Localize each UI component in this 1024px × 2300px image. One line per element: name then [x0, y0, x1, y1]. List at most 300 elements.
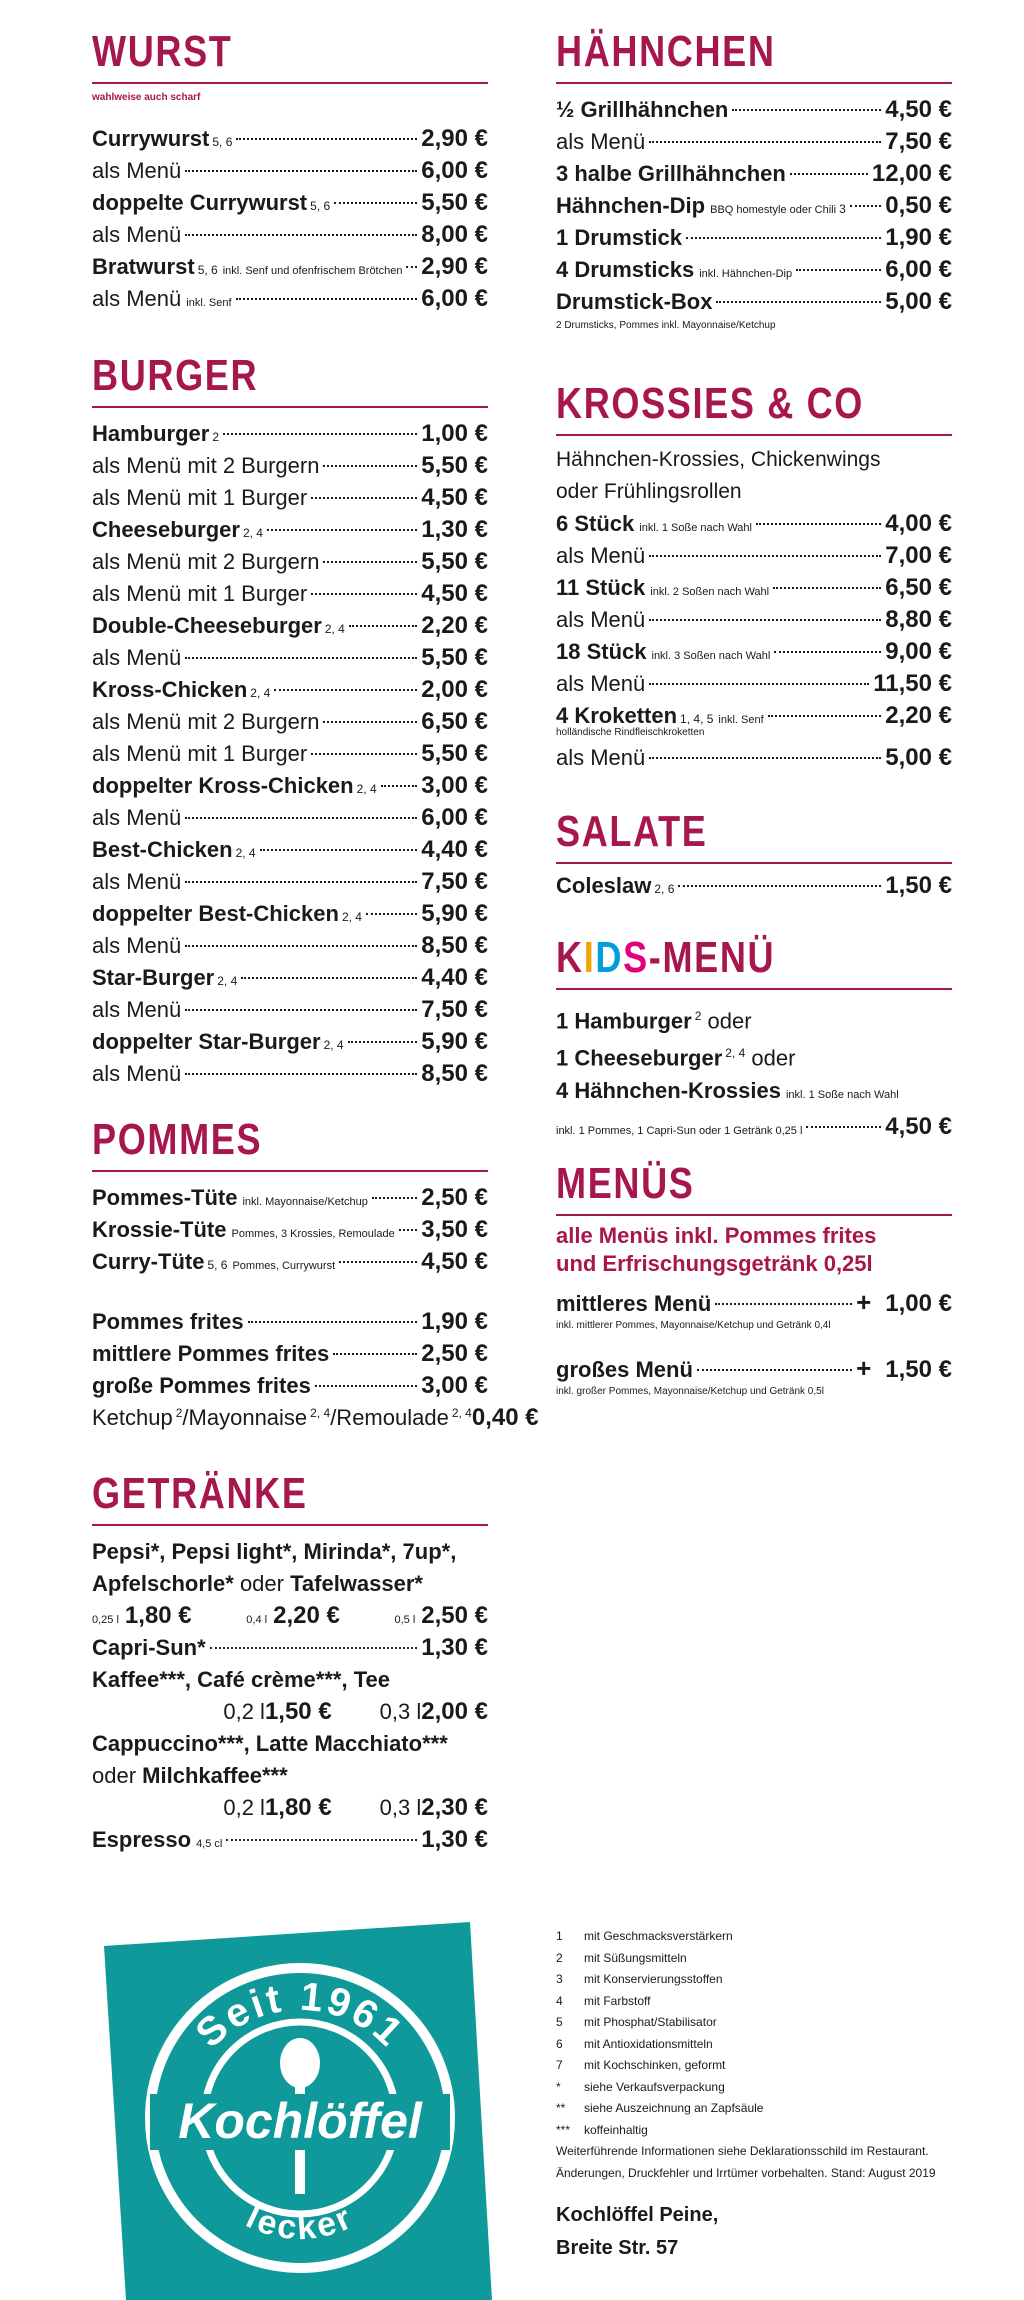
- legend-row: [556, 2077, 976, 2099]
- price: 2,30 €: [421, 1794, 488, 1821]
- item-name: 1 Hamburger: [556, 1008, 692, 1034]
- sauce-mayonnaise: /Mayonnaise: [182, 1405, 308, 1430]
- price: 2,90 €: [421, 125, 488, 152]
- price: 1,00 €: [885, 1290, 952, 1317]
- leader-dots: [311, 497, 417, 499]
- item-name: doppelter Kross-Chicken: [92, 773, 354, 798]
- price: 4,50 €: [421, 580, 488, 607]
- item-name: als Menü: [92, 158, 182, 183]
- leader-dots: [260, 849, 418, 851]
- leader-dots: [267, 529, 417, 531]
- menu-item-row: Kross-Chicken 2, 4 2,00 €: [92, 674, 488, 706]
- section-rule: [92, 1170, 488, 1172]
- legend-row: [556, 2098, 976, 2120]
- item-name: großes Menü: [556, 1357, 693, 1382]
- menu-item-row: [556, 94, 952, 126]
- price: 1,50 €: [885, 1356, 952, 1383]
- section-kids: [556, 934, 952, 1143]
- price: 1,30 €: [421, 516, 488, 543]
- legend-row: [556, 1948, 976, 1970]
- menu-item-row: Hamburger 2 1,00 €: [92, 418, 488, 450]
- section-krossies: [556, 380, 952, 774]
- menu-item-row: Curry-Tüte 5, 6 Pommes, Currywurst 4,50 €: [92, 1246, 488, 1278]
- size-prices: [92, 1792, 488, 1824]
- item-name: 3 halbe Grillhähnchen: [556, 161, 786, 186]
- leader-dots: [323, 465, 417, 467]
- leader-dots: [223, 433, 417, 435]
- milchkaffee-line: [92, 1760, 488, 1792]
- item-name: als Menü: [92, 1061, 182, 1086]
- price: 2,20 €: [885, 702, 952, 729]
- size-price: [223, 1792, 331, 1824]
- krossies-intro: Hähnchen-Krossies, Chickenwings: [556, 448, 881, 471]
- price: 2,00 €: [421, 1698, 488, 1725]
- menu-item-row: [92, 1058, 488, 1090]
- section-rule: [92, 406, 488, 408]
- item-name: als Menü: [556, 129, 646, 154]
- item-name: ½ Grillhähnchen: [556, 97, 729, 122]
- coleslaw-row: Coleslaw 2, 6 1,50 €: [556, 870, 952, 902]
- price: 4,50 €: [885, 96, 952, 123]
- item-note: inkl. 1 Pommes, 1 Capri-Sun oder 1 Getränk 0,25 l: [556, 1124, 803, 1137]
- menues-body: [556, 1222, 952, 1398]
- legend-key: 1: [556, 1929, 563, 1943]
- restaurant-address: [556, 2199, 718, 2265]
- legend-key: 2: [556, 1950, 563, 1965]
- price: 1,80 €: [264, 1794, 332, 1821]
- section-title: MENÜS: [556, 1159, 695, 1208]
- leader-dots: [339, 1261, 417, 1263]
- item-name: Pommes-Tüte: [92, 1185, 238, 1210]
- leader-dots: [399, 1229, 418, 1231]
- kroketten-row: 4 Kroketten 1, 4, 5 inkl. Senf 2,20 €: [556, 700, 952, 732]
- price: 12,00 €: [871, 160, 952, 187]
- menu-item-row: Best-Chicken 2, 4 4,40 €: [92, 834, 488, 866]
- menu-item-row: [92, 930, 488, 962]
- legend-text: mit Geschmacksverstärkern: [584, 1929, 733, 1943]
- logo-seal: [150, 1968, 450, 2268]
- leader-dots: [366, 913, 417, 915]
- item-note: 4,5 cl: [196, 1838, 223, 1850]
- price: 1,30 €: [421, 1826, 488, 1853]
- item-name: mittleres Menü: [556, 1291, 712, 1316]
- kids-body: [556, 1000, 952, 1143]
- legend-text: mit Süßungsmitteln: [584, 1950, 687, 1965]
- leader-dots: [226, 1839, 417, 1841]
- leader-dots: [236, 298, 418, 300]
- item-note: inkl. mittlerer Pommes, Mayonnaise/Ketchup und Getränk 0,4l: [556, 1320, 831, 1331]
- menues-list: [556, 1286, 952, 1398]
- menu-item-row: [92, 546, 488, 578]
- leader-dots: [315, 1385, 417, 1387]
- leader-dots: [756, 523, 881, 525]
- milchkaffee: Milchkaffee***: [142, 1763, 288, 1788]
- section-haehnchen: [556, 28, 952, 335]
- price: 4,00 €: [885, 510, 952, 537]
- kids-letter: D: [595, 933, 624, 982]
- item-name: als Menü mit 2 Burgern: [92, 453, 320, 478]
- leader-dots: [850, 205, 882, 207]
- legend-key: *: [556, 2079, 561, 2094]
- price: 8,80 €: [885, 606, 952, 633]
- leader-dots: [649, 683, 869, 685]
- menu-item-row: doppelte Currywurst 5, 6 5,50 €: [92, 187, 488, 219]
- drumstick-box-note: 2 Drumsticks, Pommes inkl. Mayonnaise/Ketchup: [556, 320, 776, 331]
- soft-drinks-line-2: [92, 1568, 488, 1600]
- menu-item-row: [92, 1370, 488, 1402]
- menu-item-row: doppelter Kross-Chicken 2, 4 3,00 €: [92, 770, 488, 802]
- legend-key: ***: [556, 2122, 571, 2137]
- sup: 2, 4: [725, 1046, 746, 1061]
- price: 5,50 €: [421, 644, 488, 671]
- menu-item-row: Cheeseburger 2, 4 1,30 €: [92, 514, 488, 546]
- price: 2,20 €: [273, 1602, 340, 1629]
- legend-row: [556, 1991, 976, 2013]
- item-note: inkl. 3 Soßen nach Wahl: [651, 650, 771, 662]
- section-title: KROSSIES & CO: [556, 379, 865, 428]
- item-name: als Menü: [92, 222, 182, 247]
- apfelschorle: Apfelschorle*: [92, 1571, 234, 1596]
- price: 8,50 €: [421, 932, 488, 959]
- kids-letter: I: [583, 933, 596, 982]
- price: 1,80 €: [124, 1602, 192, 1629]
- leader-dots: [185, 657, 417, 659]
- section-rule: [556, 82, 952, 84]
- leader-dots: [406, 266, 417, 268]
- size-price: [380, 1696, 488, 1728]
- leader-dots: [274, 689, 417, 691]
- capri-row: [92, 1632, 488, 1664]
- menu-item-row: doppelter Star-Burger 2, 4 5,90 €: [92, 1026, 488, 1058]
- item-note: inkl. 1 Soße nach Wahl: [785, 1088, 899, 1101]
- leader-dots: [348, 1041, 418, 1043]
- leader-dots: [806, 1126, 881, 1128]
- kids-line: [556, 1037, 952, 1074]
- legend-row: [556, 1969, 976, 1991]
- volume: 0,4 l: [246, 1614, 268, 1626]
- section-pommes: [92, 1115, 539, 1434]
- price: 2,00 €: [421, 676, 488, 703]
- size-prices: [92, 1600, 488, 1632]
- menu-item-row: [556, 604, 952, 636]
- leader-dots: [185, 1073, 417, 1075]
- section-getraenke: [92, 1470, 488, 1856]
- leader-dots: [678, 885, 881, 887]
- menues-info: alle Menüs inkl. Pommes frites: [556, 1223, 877, 1248]
- item-name: als Menü: [92, 933, 182, 958]
- leader-dots: [311, 753, 417, 755]
- item-name: als Menü mit 1 Burger: [92, 581, 308, 606]
- section-rule: [556, 862, 952, 864]
- krossies-list: [556, 508, 952, 700]
- price: 2,20 €: [421, 612, 488, 639]
- section-title: GETRÄNKE: [92, 1469, 308, 1518]
- leader-dots: [334, 202, 417, 204]
- size-prices: [92, 1696, 488, 1728]
- section-title: WURST: [92, 27, 233, 76]
- item-name: Espresso: [92, 1827, 192, 1852]
- menu-item-row: [556, 636, 952, 668]
- kaffee-line: Kaffee***, Café crème***, Tee: [92, 1667, 390, 1692]
- price: 0,40 €: [471, 1404, 539, 1431]
- menu-item-row: [92, 219, 488, 251]
- size-price: [92, 1600, 192, 1636]
- leader-dots: [768, 715, 882, 717]
- krossies-intro: oder Frühlingsrollen: [556, 480, 742, 503]
- menu-item-row: [92, 642, 488, 674]
- leader-dots: [185, 881, 417, 883]
- item-name: als Menü: [92, 286, 182, 311]
- price: 1,50 €: [264, 1698, 332, 1725]
- item-name: als Menü: [92, 805, 182, 830]
- kochloeffel-logo: [104, 1922, 492, 2300]
- sup: 2, 4: [451, 1405, 472, 1420]
- legend-key: 3: [556, 1972, 563, 1986]
- wurst-list: [92, 123, 488, 315]
- krossies-body: [556, 444, 952, 774]
- price: 7,50 €: [885, 128, 952, 155]
- menu-item-row: Hähnchen-Dip BBQ homestyle oder Chili 3 0,50 €: [556, 190, 952, 222]
- address-line: Breite Str. 57: [556, 2237, 679, 2259]
- legend-text: mit Konservierungsstoffen: [584, 1972, 723, 1986]
- price: 4,40 €: [421, 836, 488, 863]
- volume: 0,2 l: [223, 1699, 265, 1724]
- item-name: Best-Chicken: [92, 837, 233, 862]
- kids-letter: K: [556, 933, 584, 982]
- item-name: Double-Cheeseburger: [92, 613, 322, 638]
- volume: 0,3 l: [379, 1699, 422, 1724]
- section-title: POMMES: [92, 1115, 263, 1164]
- legend-text: mit Antioxidationsmitteln: [584, 2036, 713, 2051]
- item-name: als Menü: [556, 607, 646, 632]
- price: 3,50 €: [421, 1216, 488, 1243]
- item-note: inkl. Senf: [718, 714, 764, 726]
- price: 0,50 €: [885, 192, 952, 219]
- sauce-remoulade: /Remoulade: [330, 1405, 449, 1430]
- legend-text: mit Farbstoff: [584, 1993, 651, 2008]
- menu-item-row: [556, 126, 952, 158]
- price: 8,50 €: [421, 1060, 488, 1087]
- item-name: als Menü: [92, 869, 182, 894]
- leader-dots: [210, 1647, 418, 1649]
- menu-item-row: Star-Burger 2, 4 4,40 €: [92, 962, 488, 994]
- sup: 2: [175, 1405, 183, 1420]
- leader-dots: [716, 301, 881, 303]
- logo-brand-text: Kochlöffel: [178, 2093, 422, 2149]
- item-name: doppelter Star-Burger: [92, 1029, 321, 1054]
- kroketten-menu-row: [556, 742, 952, 774]
- item-name: als Menü mit 2 Burgern: [92, 549, 320, 574]
- item-note: Pommes, Currywurst: [232, 1260, 336, 1272]
- menu-item-row: [556, 222, 952, 254]
- kids-letter: S: [623, 933, 649, 982]
- oder: oder: [92, 1763, 143, 1788]
- price: 7,50 €: [421, 996, 488, 1023]
- leader-dots: [732, 109, 881, 111]
- price: 5,90 €: [421, 900, 488, 927]
- menu-item-row: [92, 482, 488, 514]
- item-note: inkl. Senf und ofenfrischem Brötchen: [222, 265, 403, 277]
- oder: oder: [745, 1045, 796, 1071]
- price: 5,00 €: [885, 288, 952, 315]
- menu-item-row: doppelter Best-Chicken 2, 4 5,90 €: [92, 898, 488, 930]
- leader-dots: [185, 170, 417, 172]
- espresso-row: [92, 1824, 488, 1856]
- section-rule: [92, 82, 488, 84]
- leader-dots: [381, 785, 418, 787]
- menu-item-row: [556, 508, 952, 540]
- section-menues: [556, 1160, 952, 1418]
- section-rule: [556, 988, 952, 990]
- leader-dots: [236, 138, 417, 140]
- leader-dots: [649, 141, 881, 143]
- section-subtitle: wahlweise auch scharf: [92, 92, 201, 103]
- legend-text: mit Phosphat/Stabilisator: [584, 2015, 717, 2029]
- price: 1,00 €: [421, 420, 488, 447]
- sauce-ketchup: Ketchup: [92, 1405, 173, 1430]
- item-name: als Menü: [92, 645, 182, 670]
- leader-dots: [349, 625, 417, 627]
- legend-key: 5: [556, 2015, 563, 2029]
- menu-item-row: [92, 578, 488, 610]
- menu-item-row: [92, 450, 488, 482]
- leader-dots: [311, 593, 417, 595]
- legend-footnote: Weiterführende Informationen siehe Deklarationsschild im Restaurant.: [556, 2144, 929, 2158]
- leader-dots: [185, 945, 417, 947]
- price: 5,50 €: [421, 548, 488, 575]
- leader-dots: [686, 237, 881, 239]
- legend-text: siehe Auszeichnung an Zapfsäule: [584, 2101, 764, 2115]
- item-name: als Menü: [556, 745, 646, 770]
- menu-item-row: [556, 1352, 952, 1384]
- price: 6,00 €: [421, 285, 488, 312]
- section-title: BURGER: [92, 351, 259, 400]
- oder: oder: [701, 1008, 752, 1034]
- price: 5,90 €: [421, 1028, 488, 1055]
- menu-item-row: [556, 540, 952, 572]
- legend-text: koffeinhaltig: [584, 2122, 648, 2137]
- size-price: [394, 1600, 488, 1636]
- cappuccino-line: Cappuccino***, Latte Macchiato***: [92, 1731, 448, 1756]
- leader-dots: [774, 651, 881, 653]
- item-name: mittlere Pommes frites: [92, 1341, 330, 1366]
- menu-item-row: [92, 283, 488, 315]
- menu-item-row: [556, 286, 952, 318]
- item-name: als Menü mit 1 Burger: [92, 485, 308, 510]
- menu-item-row: [556, 572, 952, 604]
- leader-dots: [773, 587, 881, 589]
- price: 5,50 €: [421, 452, 488, 479]
- price: 3,00 €: [421, 772, 488, 799]
- kids-line: [556, 1000, 952, 1037]
- menues-info: und Erfrischungsgetränk 0,25l: [556, 1251, 873, 1276]
- price: 1,30 €: [421, 1634, 488, 1661]
- item-name: Pommes frites: [92, 1309, 244, 1334]
- menu-item-row: [556, 668, 952, 700]
- item-name: doppelter Best-Chicken: [92, 901, 339, 926]
- pommes-list: [92, 1182, 488, 1278]
- item-name: Hamburger: [92, 421, 210, 446]
- item-note: Pommes, 3 Krossies, Remoulade: [231, 1228, 395, 1240]
- menu-item-row: [92, 706, 488, 738]
- leader-dots: [323, 721, 417, 723]
- legend-footnote: Änderungen, Druckfehler und Irrtümer vorbehalten. Stand: August 2019: [556, 2165, 936, 2180]
- section-title: SALATE: [556, 807, 708, 856]
- price: 6,50 €: [885, 574, 952, 601]
- menu-item-row: [92, 1214, 488, 1246]
- sup: 2, 4: [310, 1405, 331, 1420]
- logo-bottom-text: lecker: [240, 2197, 360, 2248]
- item-name: 6 Stück: [556, 511, 635, 536]
- price: 6,50 €: [421, 708, 488, 735]
- size-price: [223, 1696, 331, 1728]
- section-rule: [92, 1524, 488, 1526]
- price: 1,90 €: [421, 1308, 488, 1335]
- leader-dots: [248, 1321, 418, 1323]
- leader-dots: [372, 1197, 417, 1199]
- menu-item-row: Bratwurst 5, 6 inkl. Senf und ofenfrischem Brötchen 2,90 €: [92, 251, 488, 283]
- legend-row: [556, 2034, 976, 2056]
- volume: 0,3 l: [379, 1795, 422, 1820]
- item-name: Star-Burger: [92, 965, 215, 990]
- item-name: Cheeseburger: [92, 517, 240, 542]
- kids-price-row: [556, 1111, 952, 1143]
- item-name: als Menü mit 1 Burger: [92, 741, 308, 766]
- leader-dots: [185, 1009, 417, 1011]
- price: 4,50 €: [421, 1248, 488, 1275]
- volume: 0,5 l: [394, 1614, 416, 1626]
- menu-item-row: [92, 1306, 488, 1338]
- legend-row: [556, 2120, 976, 2142]
- price: 7,00 €: [885, 542, 952, 569]
- price: 1,90 €: [885, 224, 952, 251]
- legend-text: siehe Verkaufsverpackung: [584, 2079, 725, 2094]
- haehnchen-list: [556, 94, 952, 318]
- item-note: inkl. Mayonnaise/Ketchup: [242, 1196, 368, 1208]
- leader-dots: [715, 1303, 852, 1305]
- menu-item-row: [92, 1338, 488, 1370]
- item-note: inkl. 1 Soße nach Wahl: [639, 522, 752, 534]
- leader-dots: [649, 619, 881, 621]
- menu-item-row: [556, 254, 952, 286]
- soft-drinks-line: Pepsi*, Pepsi light*, Mirinda*, 7up*,: [92, 1539, 457, 1564]
- legend-row: [556, 2012, 976, 2034]
- oder: oder: [233, 1571, 291, 1596]
- section-wurst: [92, 28, 488, 315]
- menu-item-row: Double-Cheeseburger 2, 4 2,20 €: [92, 610, 488, 642]
- item-name: Kross-Chicken: [92, 677, 248, 702]
- getraenke-body: [92, 1536, 488, 1856]
- menu-item-row: [92, 802, 488, 834]
- plus-icon: +: [856, 1353, 872, 1383]
- menu-item-row: [556, 1286, 952, 1318]
- leader-dots: [697, 1369, 852, 1371]
- item-name: als Menü: [556, 543, 646, 568]
- menu-item-row: [92, 738, 488, 770]
- price: 3,00 €: [421, 1372, 488, 1399]
- price: 7,50 €: [421, 868, 488, 895]
- item-name: als Menü: [92, 997, 182, 1022]
- leader-dots: [323, 561, 417, 563]
- allergen-legend: [556, 1926, 976, 2184]
- price: 2,50 €: [421, 1184, 488, 1211]
- item-name: 4 Kroketten: [556, 703, 678, 728]
- plus-icon: +: [856, 1287, 872, 1317]
- leader-dots: [333, 1353, 417, 1355]
- legend-row: [556, 2055, 976, 2077]
- leader-dots: [649, 555, 881, 557]
- item-name: doppelte Currywurst: [92, 190, 308, 215]
